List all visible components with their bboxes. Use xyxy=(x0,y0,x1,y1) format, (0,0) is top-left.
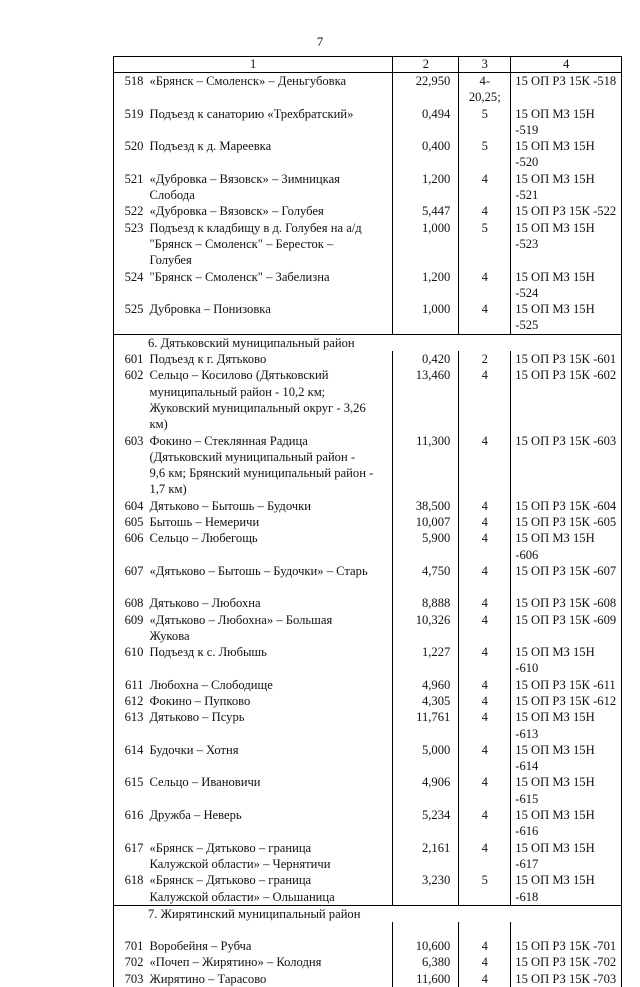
road-code: 15 ОП РЗ 15К -605 xyxy=(511,514,622,530)
road-length: 11,600 xyxy=(393,971,459,987)
road-number: 604 xyxy=(114,498,148,514)
road-code: 15 ОП МЗ 15Н -614 xyxy=(511,742,622,775)
road-category: 5 xyxy=(459,220,511,269)
road-category: 4 xyxy=(459,530,511,563)
table-row xyxy=(114,530,622,563)
road-name: «Дятьково – Бытошь – Будочки» – Старь xyxy=(147,563,392,579)
table-row xyxy=(114,971,622,987)
road-name: Фокино – Стеклянная Радица (Дятьковский муниципальный район - 9,6 км; Брянский муниципальный район - 1,7 км) xyxy=(147,433,392,498)
road-number: 522 xyxy=(114,203,148,219)
road-category: 4 xyxy=(459,971,511,987)
table-row xyxy=(114,106,622,139)
road-name: Дятьково – Любохна xyxy=(147,595,392,611)
spacer-cell xyxy=(147,579,392,595)
road-code: 15 ОП РЗ 15К -522 xyxy=(511,203,622,219)
road-length: 0,494 xyxy=(393,106,459,139)
road-code: 15 ОП МЗ 15Н -613 xyxy=(511,709,622,742)
table-row xyxy=(114,954,622,970)
road-code: 15 ОП МЗ 15Н -519 xyxy=(511,106,622,139)
road-length: 10,007 xyxy=(393,514,459,530)
table-row xyxy=(114,138,622,171)
road-name: Воробейня – Рубча xyxy=(147,938,392,954)
table-row xyxy=(114,709,622,742)
road-length: 0,420 xyxy=(393,351,459,367)
road-code: 15 ОП МЗ 15Н -524 xyxy=(511,269,622,302)
table-row xyxy=(114,774,622,807)
spacer-row xyxy=(114,579,622,595)
road-code: 15 ОП РЗ 15К -608 xyxy=(511,595,622,611)
road-category: 4 xyxy=(459,301,511,334)
spacer-cell xyxy=(459,922,511,938)
road-number: 617 xyxy=(114,840,148,873)
table-row xyxy=(114,563,622,579)
road-number: 519 xyxy=(114,106,148,139)
road-length: 5,234 xyxy=(393,807,459,840)
road-code: 15 ОП МЗ 15Н -618 xyxy=(511,872,622,905)
table-row xyxy=(114,644,622,677)
road-length: 5,900 xyxy=(393,530,459,563)
table-row xyxy=(114,807,622,840)
road-number: 521 xyxy=(114,171,148,204)
road-name: Подъезд к санаторию «Трехбратский» xyxy=(147,106,392,139)
road-category: 5 xyxy=(459,138,511,171)
table-row xyxy=(114,693,622,709)
road-category: 4 xyxy=(459,774,511,807)
road-number: 523 xyxy=(114,220,148,269)
road-number: 616 xyxy=(114,807,148,840)
table-row xyxy=(114,203,622,219)
road-category: 4- 20,25; xyxy=(459,73,511,106)
table-row xyxy=(114,938,622,954)
road-name: Подъезд к с. Любышь xyxy=(147,644,392,677)
spacer-cell xyxy=(459,579,511,595)
spacer-cell xyxy=(393,922,459,938)
table-body xyxy=(114,73,622,987)
table-row xyxy=(114,840,622,873)
road-name: «Дятьково – Любохна» – Большая Жукова xyxy=(147,612,392,645)
road-code: 15 ОП РЗ 15К -604 xyxy=(511,498,622,514)
road-length: 3,230 xyxy=(393,872,459,905)
road-number: 518 xyxy=(114,73,148,106)
road-category: 4 xyxy=(459,742,511,775)
road-name: Сельцо – Ивановичи xyxy=(147,774,392,807)
road-category: 4 xyxy=(459,954,511,970)
road-name: Бытошь – Немеричи xyxy=(147,514,392,530)
table-row xyxy=(114,612,622,645)
road-length: 1,000 xyxy=(393,220,459,269)
road-category: 4 xyxy=(459,840,511,873)
road-length: 38,500 xyxy=(393,498,459,514)
road-name: Подъезд к кладбищу в д. Голубея на а/д "Брянск – Смоленск" – Бересток – Голубея xyxy=(147,220,392,269)
header-col-1: 1 xyxy=(114,57,393,73)
road-category: 4 xyxy=(459,203,511,219)
road-length: 22,950 xyxy=(393,73,459,106)
header-col-2: 2 xyxy=(393,57,459,73)
road-code: 15 ОП РЗ 15К -609 xyxy=(511,612,622,645)
road-code: 15 ОП РЗ 15К -603 xyxy=(511,433,622,498)
header-col-4: 4 xyxy=(511,57,622,73)
road-length: 4,750 xyxy=(393,563,459,579)
roads-table xyxy=(113,56,622,987)
road-code: 15 ОП РЗ 15К -612 xyxy=(511,693,622,709)
section-row xyxy=(114,334,622,351)
road-category: 4 xyxy=(459,595,511,611)
table-row xyxy=(114,433,622,498)
road-number: 615 xyxy=(114,774,148,807)
road-code: 15 ОП МЗ 15Н -615 xyxy=(511,774,622,807)
road-category: 4 xyxy=(459,693,511,709)
table-row xyxy=(114,514,622,530)
road-category: 2 xyxy=(459,351,511,367)
road-name: «Почеп – Жирятино» – Колодня xyxy=(147,954,392,970)
table-row xyxy=(114,498,622,514)
road-number: 614 xyxy=(114,742,148,775)
road-number: 610 xyxy=(114,644,148,677)
table-row xyxy=(114,742,622,775)
road-name: Фокино – Пупково xyxy=(147,693,392,709)
road-code: 15 ОП РЗ 15К -611 xyxy=(511,677,622,693)
road-code: 15 ОП РЗ 15К -602 xyxy=(511,367,622,432)
road-name: Дружба – Неверь xyxy=(147,807,392,840)
page-number: 7 xyxy=(0,34,640,50)
road-number: 603 xyxy=(114,433,148,498)
road-number: 703 xyxy=(114,971,148,987)
road-length: 13,460 xyxy=(393,367,459,432)
road-code: 15 ОП МЗ 15Н -525 xyxy=(511,301,622,334)
road-code: 15 ОП МЗ 15Н -521 xyxy=(511,171,622,204)
road-name: «Брянск – Смоленск» – Деньгубовка xyxy=(147,73,392,106)
road-number: 612 xyxy=(114,693,148,709)
road-category: 4 xyxy=(459,367,511,432)
road-category: 4 xyxy=(459,269,511,302)
road-code: 15 ОП РЗ 15К -607 xyxy=(511,563,622,579)
section-title: 7. Жирятинский муниципальный район xyxy=(114,905,622,922)
road-name: Подъезд к г. Дятьково xyxy=(147,351,392,367)
table-row xyxy=(114,301,622,334)
road-name: Любохна – Слободище xyxy=(147,677,392,693)
road-name: «Брянск – Дятьково – граница Калужской области» – Чернятичи xyxy=(147,840,392,873)
road-number: 702 xyxy=(114,954,148,970)
road-category: 4 xyxy=(459,433,511,498)
road-code: 15 ОП РЗ 15К -701 xyxy=(511,938,622,954)
road-category: 4 xyxy=(459,644,511,677)
road-length: 8,888 xyxy=(393,595,459,611)
road-number: 602 xyxy=(114,367,148,432)
road-code: 15 ОП МЗ 15Н -606 xyxy=(511,530,622,563)
road-number: 701 xyxy=(114,938,148,954)
road-length: 4,906 xyxy=(393,774,459,807)
spacer-cell xyxy=(511,579,622,595)
table-row xyxy=(114,269,622,302)
road-category: 5 xyxy=(459,106,511,139)
road-number: 605 xyxy=(114,514,148,530)
road-category: 4 xyxy=(459,498,511,514)
table-header xyxy=(114,57,622,73)
road-name: Сельцо – Любегощь xyxy=(147,530,392,563)
table-row xyxy=(114,367,622,432)
road-number: 525 xyxy=(114,301,148,334)
table-row xyxy=(114,872,622,905)
road-name: "Брянск – Смоленск" – Забелизна xyxy=(147,269,392,302)
road-category: 4 xyxy=(459,612,511,645)
table-row xyxy=(114,677,622,693)
spacer-row xyxy=(114,922,622,938)
section-row xyxy=(114,905,622,922)
spacer-cell xyxy=(147,922,392,938)
table-row xyxy=(114,220,622,269)
road-category: 4 xyxy=(459,677,511,693)
road-length: 10,600 xyxy=(393,938,459,954)
spacer-cell xyxy=(393,579,459,595)
road-number: 601 xyxy=(114,351,148,367)
road-category: 4 xyxy=(459,938,511,954)
road-category: 4 xyxy=(459,807,511,840)
road-length: 10,326 xyxy=(393,612,459,645)
table-row xyxy=(114,171,622,204)
road-code: 15 ОП РЗ 15К -601 xyxy=(511,351,622,367)
spacer-cell xyxy=(114,922,148,938)
road-name: Дубровка – Понизовка xyxy=(147,301,392,334)
road-number: 618 xyxy=(114,872,148,905)
road-name: Подъезд к д. Мареевка xyxy=(147,138,392,171)
road-number: 520 xyxy=(114,138,148,171)
road-code: 15 ОП МЗ 15Н -610 xyxy=(511,644,622,677)
road-number: 524 xyxy=(114,269,148,302)
road-code: 15 ОП РЗ 15К -703 xyxy=(511,971,622,987)
road-name: «Дубровка – Вязовск» – Голубея xyxy=(147,203,392,219)
road-code: 15 ОП РЗ 15К -518 xyxy=(511,73,622,106)
table-row xyxy=(114,351,622,367)
road-length: 2,161 xyxy=(393,840,459,873)
road-name: Сельцо – Косилово (Дятьковский муниципальный район - 10,2 км; Жуковский муниципальный округ - 3,26 км) xyxy=(147,367,392,432)
road-code: 15 ОП РЗ 15К -702 xyxy=(511,954,622,970)
road-number: 611 xyxy=(114,677,148,693)
road-name: Жирятино – Тарасово xyxy=(147,971,392,987)
road-length: 5,447 xyxy=(393,203,459,219)
road-length: 0,400 xyxy=(393,138,459,171)
road-category: 4 xyxy=(459,171,511,204)
road-length: 1,000 xyxy=(393,301,459,334)
road-number: 613 xyxy=(114,709,148,742)
road-name: Дятьково – Псурь xyxy=(147,709,392,742)
header-col-3: 3 xyxy=(459,57,511,73)
road-name: «Брянск – Дятьково – граница Калужской области» – Ольшаница xyxy=(147,872,392,905)
road-name: «Дубровка – Вязовск» – Зимницкая Слобода xyxy=(147,171,392,204)
road-number: 609 xyxy=(114,612,148,645)
road-length: 1,227 xyxy=(393,644,459,677)
road-category: 5 xyxy=(459,872,511,905)
table-row xyxy=(114,595,622,611)
road-length: 1,200 xyxy=(393,269,459,302)
road-length: 5,000 xyxy=(393,742,459,775)
road-category: 4 xyxy=(459,514,511,530)
spacer-cell xyxy=(114,579,148,595)
road-code: 15 ОП МЗ 15Н -523 xyxy=(511,220,622,269)
road-length: 1,200 xyxy=(393,171,459,204)
road-code: 15 ОП МЗ 15Н -616 xyxy=(511,807,622,840)
road-category: 4 xyxy=(459,709,511,742)
section-title: 6. Дятьковский муниципальный район xyxy=(114,334,622,351)
spacer-cell xyxy=(511,922,622,938)
road-length: 11,761 xyxy=(393,709,459,742)
road-code: 15 ОП МЗ 15Н -617 xyxy=(511,840,622,873)
road-name: Будочки – Хотня xyxy=(147,742,392,775)
road-length: 11,300 xyxy=(393,433,459,498)
road-code: 15 ОП МЗ 15Н -520 xyxy=(511,138,622,171)
road-length: 6,380 xyxy=(393,954,459,970)
road-number: 606 xyxy=(114,530,148,563)
road-number: 608 xyxy=(114,595,148,611)
road-length: 4,960 xyxy=(393,677,459,693)
road-number: 607 xyxy=(114,563,148,579)
road-category: 4 xyxy=(459,563,511,579)
road-length: 4,305 xyxy=(393,693,459,709)
road-name: Дятьково – Бытошь – Будочки xyxy=(147,498,392,514)
table-row xyxy=(114,73,622,106)
